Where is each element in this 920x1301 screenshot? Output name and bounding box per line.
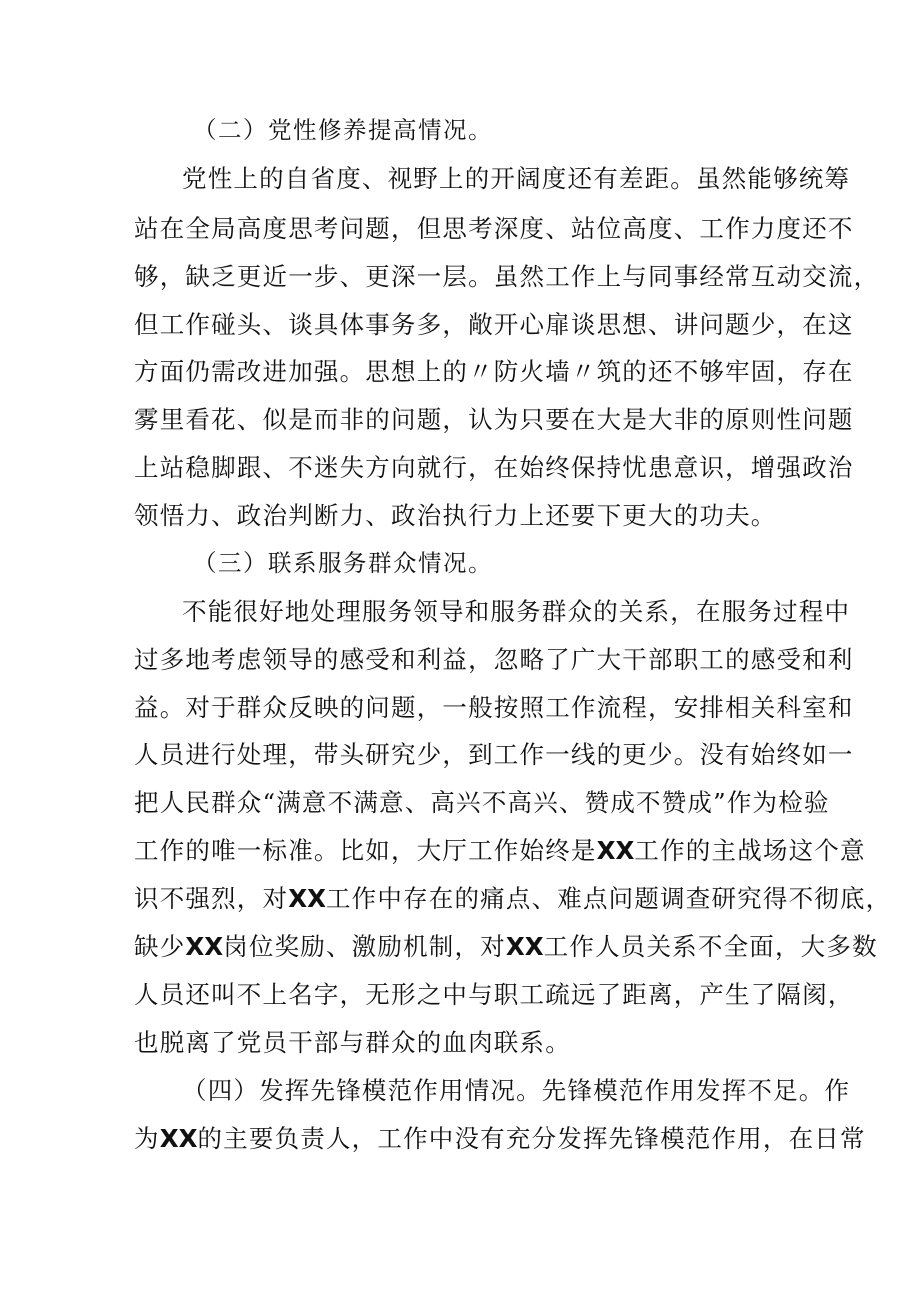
- text-run: 人员还叫不上名字，无形之中与职工疏远了距离，产生了隔阂，: [134, 980, 854, 1009]
- section-heading-3: （三）联系服务群众情况。: [193, 549, 493, 577]
- text-run: （四）发挥先锋模范作用情况。先锋模范作用发挥不足。作: [182, 1076, 851, 1105]
- text-run: 也脱离了党员干部与群众的血肉联系。: [134, 1028, 571, 1057]
- text-run: 工作的唯一标准。比如，大厅工作始终是: [134, 836, 597, 865]
- paragraph-line: 党性上的自省度、视野上的开阔度还有差距。虽然能够统筹: [182, 164, 851, 193]
- section-heading-2: （二）党性修养提高情况。: [193, 116, 493, 144]
- text-run: 过多地考虑领导的感受和利益，忽略了广大干部职工的感受和利: [134, 645, 854, 674]
- placeholder-xx: XX: [159, 1124, 198, 1153]
- placeholder-xx: XX: [596, 836, 635, 865]
- text-run: 识不强烈，对: [134, 884, 289, 913]
- text-run: 不能很好地处理服务领导和服务群众的关系，在服务过程中: [182, 597, 851, 626]
- paragraph-line: [182, 1076, 850, 1106]
- paragraph-line: 但工作碰头、谈具体事务多，敞开心扉谈思想、讲问题少，在这: [134, 310, 854, 339]
- paragraph-line: [134, 1028, 571, 1058]
- text-run: 把人民群众“满意不满意、高兴不高兴、赞成不赞成”作为检验: [134, 788, 830, 817]
- paragraph-line: 雾里看花、似是而非的问题，认为只要在大是大非的原则性问题: [134, 405, 854, 434]
- paragraph-line: 够，缺乏更近一步、更深一层。虽然工作上与同事经常互动交流，: [134, 262, 880, 291]
- paragraph-line: [134, 980, 854, 1010]
- paragraph-line: [134, 693, 854, 723]
- paragraph-line: [134, 836, 866, 866]
- paragraph-line: [134, 1124, 866, 1154]
- paragraph-line: [134, 740, 854, 770]
- paragraph-line: [182, 597, 850, 627]
- paragraph-line: 领悟力、政治判断力、政治执行力上还要下更大的功夫。: [134, 501, 777, 530]
- text-run: 工作人员关系不全面，大多数: [543, 932, 878, 961]
- paragraph-line: [134, 645, 854, 675]
- text-run: 缺少: [134, 932, 186, 961]
- placeholder-xx: XX: [505, 932, 544, 961]
- paragraph-line: 上站稳脚跟、不迷失方向就行，在始终保持忧患意识，增强政治: [134, 453, 854, 482]
- text-run: 岗位奖励、激励机制，对: [223, 932, 506, 961]
- text-run: 益。对于群众反映的问题，一般按照工作流程，安排相关科室和: [134, 693, 854, 722]
- paragraph-line: [134, 932, 878, 962]
- paragraph-line: 站在全局高度思考问题，但思考深度、站位高度、工作力度还不: [134, 214, 854, 243]
- placeholder-xx: XX: [185, 932, 224, 961]
- text-run: 为: [134, 1124, 160, 1153]
- text-run: 的主要负责人，工作中没有充分发挥先锋模范作用，在日常: [197, 1124, 866, 1153]
- paragraph-line: [134, 788, 830, 818]
- paragraph-line: [134, 884, 891, 914]
- paragraph-line: 方面仍需改进加强。思想上的〃防火墙〃筑的还不够牢固，存在: [134, 357, 854, 386]
- text-run: 工作中存在的痛点、难点问题调查研究得不彻底，: [325, 884, 892, 913]
- placeholder-xx: XX: [288, 884, 326, 913]
- text-run: 人员进行处理，带头研究少，到工作一线的更少。没有始终如一: [134, 740, 854, 769]
- text-run: 工作的主战场这个意: [634, 836, 866, 865]
